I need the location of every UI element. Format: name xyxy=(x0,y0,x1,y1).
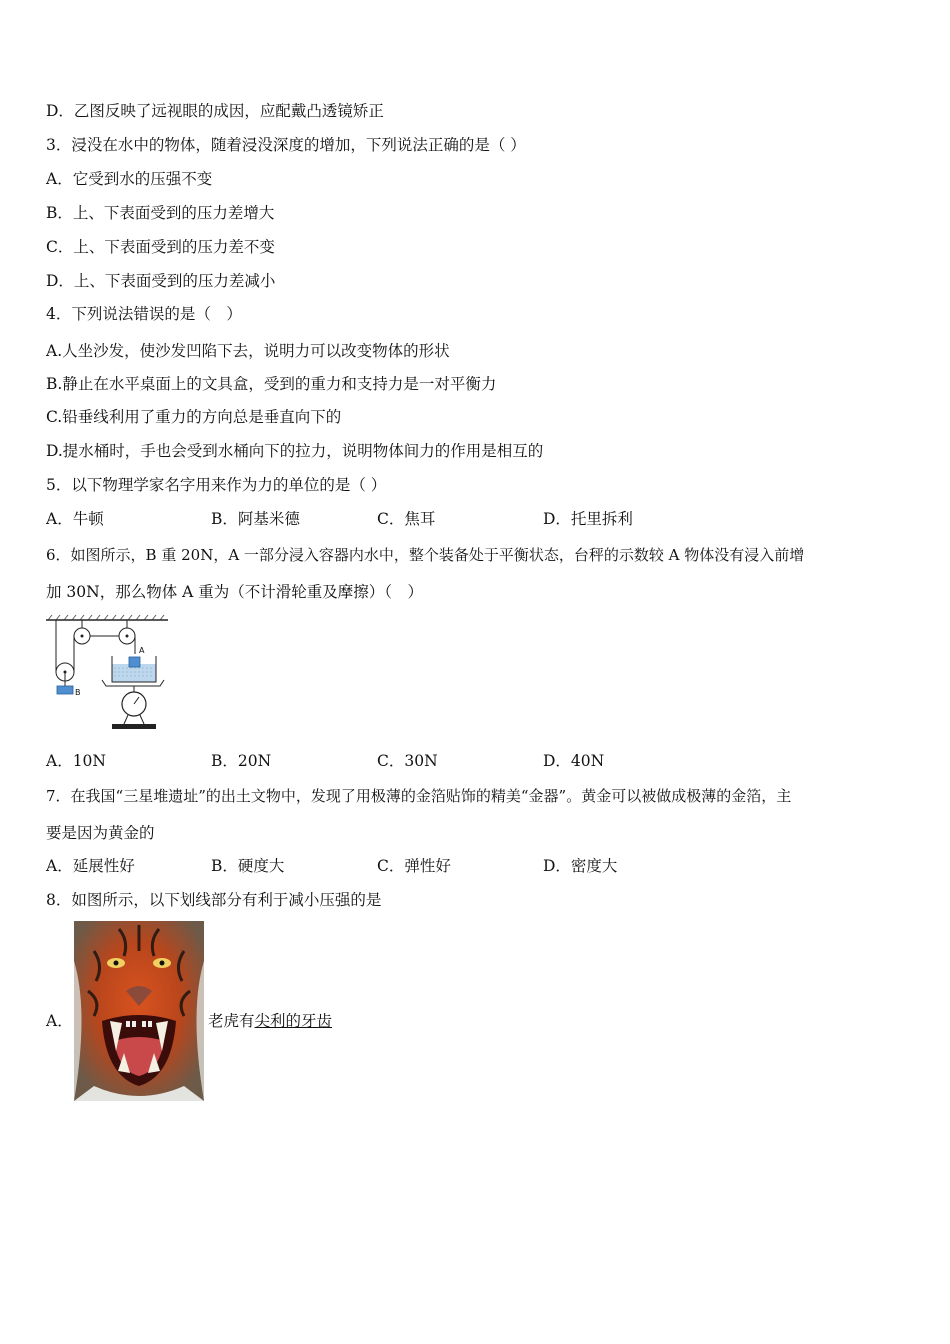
q5-option-c: C．焦耳 xyxy=(377,510,436,528)
q6-option-b: B．20N xyxy=(211,752,272,770)
q2-option-d: D．乙图反映了远视眼的成因，应配戴凸透镜矫正 xyxy=(46,102,384,120)
q4-stem: 4．下列说法错误的是（ ） xyxy=(46,305,242,323)
q8-option-a-text xyxy=(208,1011,332,1031)
q4-option-c: C.铅垂线利用了重力的方向总是垂直向下的 xyxy=(46,408,342,426)
q8-option-a-plain: 老虎有 xyxy=(208,1012,255,1030)
q7-option-b: B．硬度大 xyxy=(211,857,285,875)
q7-stem-line2: 要是因为黄金的 xyxy=(46,824,155,842)
q3-option-a: A．它受到水的压强不变 xyxy=(46,170,213,188)
q6-option-a: A．10N xyxy=(46,752,106,770)
q3-stem: 3．浸没在水中的物体，随着浸没深度的增加，下列说法正确的是（ ） xyxy=(46,136,526,154)
q3-option-d: D．上、下表面受到的压力差减小 xyxy=(46,272,276,290)
q8-option-a-label: A． xyxy=(46,1012,73,1030)
q7-stem-line1: 7．在我国“三星堆遗址”的出土文物中，发现了用极薄的金箔贴饰的精美“金器”。黄金可以被做成极薄的金箔，主 xyxy=(46,787,792,805)
q5-option-a: A．牛顿 xyxy=(46,510,104,528)
tiger-icon xyxy=(74,921,204,1101)
q6-option-d: D．40N xyxy=(543,752,605,770)
q5-option-b: B．阿基米德 xyxy=(211,510,300,528)
q7-option-a: A．延展性好 xyxy=(46,857,135,875)
q6-stem-line2: 加 30N，那么物体 A 重为（不计滑轮重及摩擦）（ ） xyxy=(46,583,424,601)
q3-option-c: C．上、下表面受到的压力差不变 xyxy=(46,238,275,256)
q6-stem-line1: 6．如图所示，B 重 20N，A 一部分浸入容器内水中，整个装备处于平衡状态，台秤的示数较 A 物体没有浸入前增 xyxy=(46,546,805,564)
block-b xyxy=(57,686,73,694)
q7-option-d: D．密度大 xyxy=(543,857,618,875)
q8-option-a-underlined: 尖利的牙齿 xyxy=(254,1012,333,1030)
q8-stem: 8．如图所示，以下划线部分有利于减小压强的是 xyxy=(46,891,382,909)
q5-option-d: D．托里拆利 xyxy=(543,510,633,528)
tiger-photo xyxy=(74,921,204,1101)
label-a: A xyxy=(139,646,145,655)
label-b: B xyxy=(75,688,81,697)
q4-option-d: D.提水桶时，手也会受到水桶向下的拉力，说明物体间力的作用是相互的 xyxy=(46,442,544,460)
q6-option-c: C．30N xyxy=(377,752,438,770)
q3-option-b: B．上、下表面受到的压力差增大 xyxy=(46,204,275,222)
pulley-scale-figure xyxy=(44,614,174,734)
pulley-diagram xyxy=(44,614,174,734)
q4-option-a: A.人坐沙发，使沙发凹陷下去，说明力可以改变物体的形状 xyxy=(46,342,450,360)
q4-option-b: B.静止在水平桌面上的文具盒，受到的重力和支持力是一对平衡力 xyxy=(46,375,497,393)
q5-stem: 5．以下物理学家名字用来作为力的单位的是（ ） xyxy=(46,476,387,494)
q7-option-c: C．弹性好 xyxy=(377,857,451,875)
block-a xyxy=(129,657,140,667)
